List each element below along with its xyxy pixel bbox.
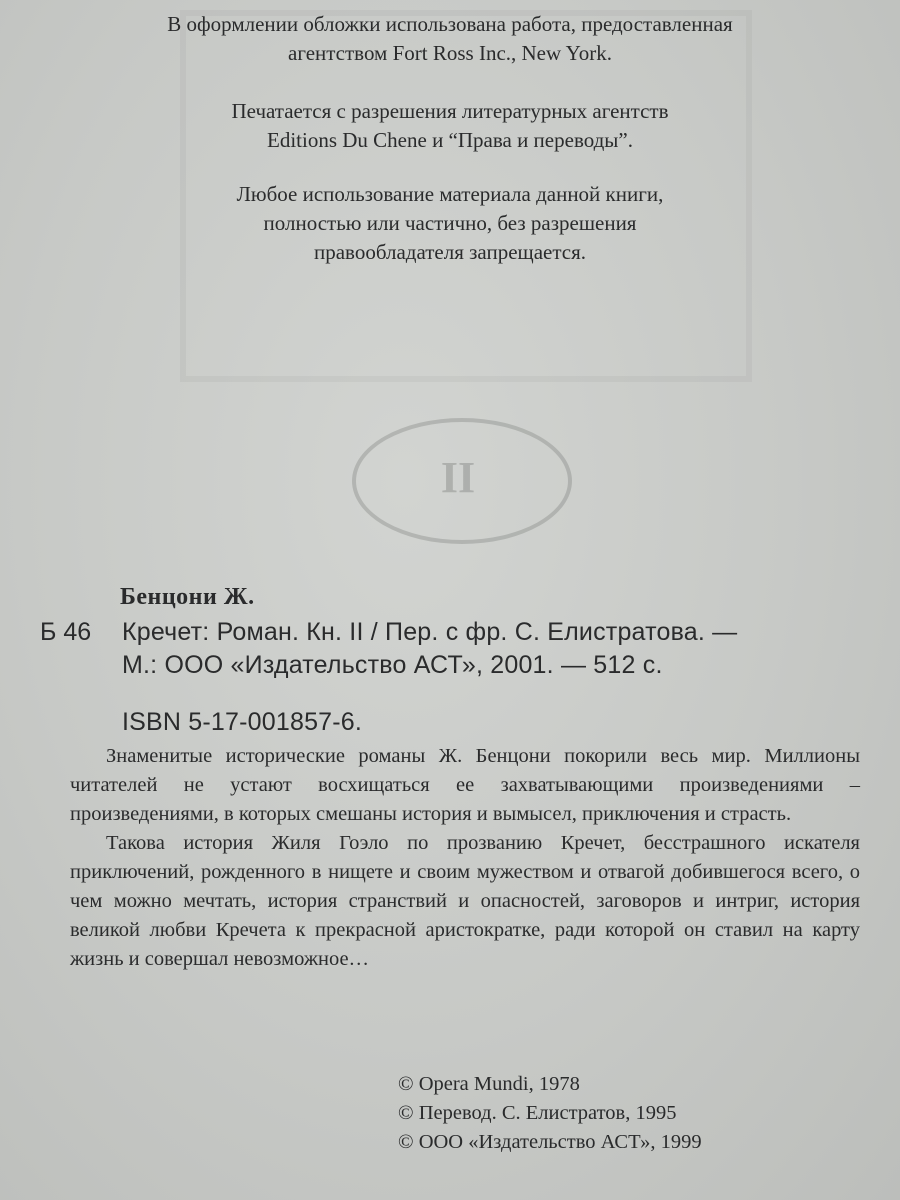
- cover-credit: [60, 10, 840, 68]
- permission-line: Печатается с разрешения литературных агентств: [231, 99, 669, 123]
- permission-notice: [60, 97, 840, 155]
- copyright-line: © Перевод. С. Елистратов, 1995: [398, 1102, 677, 1124]
- cover-credit-line: В оформлении обложки использована работа, предоставленная: [167, 12, 733, 36]
- annotation-paragraph: Знаменитые исторические романы Ж. Бенцони покорили весь мир. Миллионы читателей не устают восхищаться ее захватывающими произведениями – произведениями, в которых смешаны история и вымысел, приключения и страсть.: [70, 745, 860, 825]
- annotation-paragraph: Такова история Жиля Гоэло по прозванию Кречет, бесстрашного искателя приключений, рожденного в нищете и своим мужеством и отвагой добившегося всего, о чем можно мечтать, история странствий и опасностей, заговоров и интриг, история великой любви Кречета к прекрасной аристократке, ради которой он ставил на карту жизнь и совершал невозможное…: [70, 832, 860, 970]
- annotation: [70, 742, 860, 974]
- catalog-title-line: Кречет: Роман. Кн. II / Пер. с фр. С. Елистратова. —: [122, 618, 738, 646]
- copyright-block: [398, 1070, 702, 1157]
- copyright-line: © ООО «Издательство АСТ», 1999: [398, 1131, 702, 1153]
- catalog-isbn: ISBN 5-17-001857-6.: [122, 708, 363, 736]
- copyright-line: © Opera Mundi, 1978: [398, 1073, 580, 1095]
- cover-credit-line: агентством Fort Ross Inc., New York.: [288, 41, 612, 65]
- permission-line: Editions Du Chene и “Права и переводы”.: [267, 128, 633, 152]
- rights-line: Любое использование материала данной книги,: [236, 182, 664, 206]
- rights-line: правообладателя запрещается.: [313, 240, 586, 264]
- catalog-publisher-line: М.: ООО «Издательство АСТ», 2001. — 512 с.: [122, 651, 663, 679]
- rights-line: полностью или частично, без разрешения: [263, 211, 637, 235]
- catalog-author: Бенцони Ж.: [120, 584, 255, 610]
- rights-notice: [60, 180, 840, 267]
- catalog-code: Б 46: [40, 618, 92, 646]
- bleed-through-oval-text: II: [440, 452, 476, 502]
